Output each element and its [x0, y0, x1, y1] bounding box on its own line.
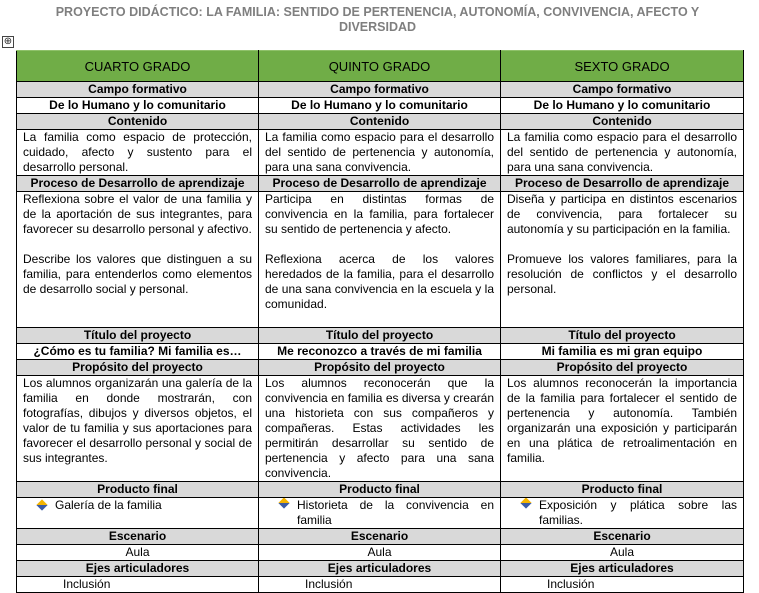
producto-label: Producto final — [259, 482, 501, 498]
proposito-text: Los alumnos reconocerán que la convivencia en familia es diversa y crearán una historieta con sus compañeros y compañeras. Estas actividades les permitirán desarrollar su sentido de pertenencia y afecto para una sana convivencia. — [259, 376, 501, 482]
ejes-header-row — [17, 561, 744, 577]
titulo-label: Título del proyecto — [17, 328, 259, 344]
escenario-value: Aula — [501, 545, 744, 561]
producto-cell — [501, 498, 744, 529]
pda-row — [17, 192, 744, 328]
campo-label: Campo formativo — [501, 82, 744, 98]
producto-text: Galería de la familia — [55, 498, 162, 512]
titulo-row — [17, 344, 744, 360]
titulo-label: Título del proyecto — [259, 328, 501, 344]
bullet-icon — [36, 499, 47, 510]
grade-quinto: QUINTO GRADO — [259, 51, 501, 82]
bullet-icon — [520, 498, 531, 509]
pda-paragraph: Diseña y participa en distintos escenarios de convivencia, para fortalecer su autonomía y su participación en la familia. — [507, 192, 737, 236]
contenido-label: Contenido — [259, 114, 501, 130]
campo-value: De lo Humano y lo comunitario — [259, 98, 501, 114]
grade-header-row — [17, 51, 744, 82]
bullet-icon — [278, 498, 289, 509]
campo-value: De lo Humano y lo comunitario — [501, 98, 744, 114]
campo-value: De lo Humano y lo comunitario — [17, 98, 259, 114]
pda-paragraph: Describe los valores que distinguen a su familia, para entenderlos como elementos de desarrollo social y personal. — [23, 252, 252, 296]
ejes-label: Ejes articuladores — [259, 561, 501, 577]
pda-paragraph: Reflexiona acerca de los valores heredados de la familia, para el desarrollo de una sana convivencia en la escuela y la comunidad. — [265, 252, 494, 311]
producto-label: Producto final — [501, 482, 744, 498]
proposito-text: Los alumnos organizarán una galería de la familia en donde mostrarán, con fotografías, dibujos y diversos objetos, el valor de tu familia y sus aportaciones para favorecer el desarrollo personal y social de sus integrantes. — [17, 376, 259, 482]
project-table — [16, 50, 744, 593]
pda-cell — [259, 192, 501, 328]
ejes-value: Inclusión — [259, 577, 501, 593]
producto-text: Historieta de la convivencia en familia — [297, 498, 494, 527]
campo-label: Campo formativo — [17, 82, 259, 98]
pda-header-row — [17, 176, 744, 192]
pda-cell — [501, 192, 744, 328]
contenido-text: La familia como espacio de protección, cuidado, afecto y sustento para el desarrollo personal. — [17, 130, 259, 176]
titulo-value: Me reconozco a través de mi familia — [259, 344, 501, 360]
escenario-value: Aula — [17, 545, 259, 561]
producto-header-row — [17, 482, 744, 498]
ejes-row — [17, 577, 744, 593]
campo-label: Campo formativo — [259, 82, 501, 98]
titulo-value: ¿Cómo es tu familia? Mi familia es… — [17, 344, 259, 360]
table-move-handle-icon[interactable]: ⊕ — [3, 36, 13, 47]
ejes-value: Inclusión — [17, 577, 259, 593]
titulo-label: Título del proyecto — [501, 328, 744, 344]
document-title: PROYECTO DIDÁCTICO: LA FAMILIA: SENTIDO DE PERTENENCIA, AUTONOMÍA, CONVIVENCIA, AFECTO Y DIVERSIDAD — [55, 5, 700, 34]
proposito-header-row — [17, 360, 744, 376]
contenido-label: Contenido — [17, 114, 259, 130]
titulo-header-row — [17, 328, 744, 344]
ejes-value: Inclusión — [501, 577, 744, 593]
contenido-row — [17, 130, 744, 176]
escenario-label: Escenario — [259, 529, 501, 545]
ejes-label: Ejes articuladores — [501, 561, 744, 577]
pda-cell — [17, 192, 259, 328]
escenario-row — [17, 545, 744, 561]
escenario-label: Escenario — [17, 529, 259, 545]
producto-text: Exposición y plática sobre las familias. — [539, 498, 737, 527]
pda-paragraph: Participa en distintas formas de convivencia en la familia, para fortalecer su sentido de pertenencia y afecto. — [265, 192, 494, 236]
escenario-value: Aula — [259, 545, 501, 561]
grade-sexto: SEXTO GRADO — [501, 51, 744, 82]
producto-label: Producto final — [17, 482, 259, 498]
campo-header-row — [17, 82, 744, 98]
pda-label: Proceso de Desarrollo de aprendizaje — [17, 176, 259, 192]
producto-row — [17, 498, 744, 529]
proposito-text: Los alumnos reconocerán la importancia de la familia para fortalecer el sentido de pertenencia y autonomía. También organizarán una exposición y participarán en una plática de retroalimentación en familia. — [501, 376, 744, 482]
ejes-label: Ejes articuladores — [17, 561, 259, 577]
producto-cell — [259, 498, 501, 529]
pda-paragraph: Promueve los valores familiares, para la resolución de conflictos y el desarrollo personal. — [507, 252, 737, 296]
contenido-label: Contenido — [501, 114, 744, 130]
escenario-label: Escenario — [501, 529, 744, 545]
campo-row — [17, 98, 744, 114]
proposito-label: Propósito del proyecto — [501, 360, 744, 376]
titulo-value: Mi familia es mi gran equipo — [501, 344, 744, 360]
contenido-text: La familia como espacio para el desarrollo del sentido de pertenencia y autonomía, para una sana convivencia. — [259, 130, 501, 176]
escenario-header-row — [17, 529, 744, 545]
contenido-header-row — [17, 114, 744, 130]
proposito-label: Propósito del proyecto — [259, 360, 501, 376]
pda-label: Proceso de Desarrollo de aprendizaje — [501, 176, 744, 192]
grade-cuarto: CUARTO GRADO — [17, 51, 259, 82]
proposito-row — [17, 376, 744, 482]
pda-paragraph: Reflexiona sobre el valor de una familia y de la aportación de sus integrantes, para favorecer su desarrollo personal y afectivo. — [23, 192, 252, 236]
producto-cell — [17, 498, 259, 529]
contenido-text: La familia como espacio para el desarrollo del sentido de pertenencia y autonomía, para una sana convivencia. — [501, 130, 744, 176]
proposito-label: Propósito del proyecto — [17, 360, 259, 376]
pda-label: Proceso de Desarrollo de aprendizaje — [259, 176, 501, 192]
